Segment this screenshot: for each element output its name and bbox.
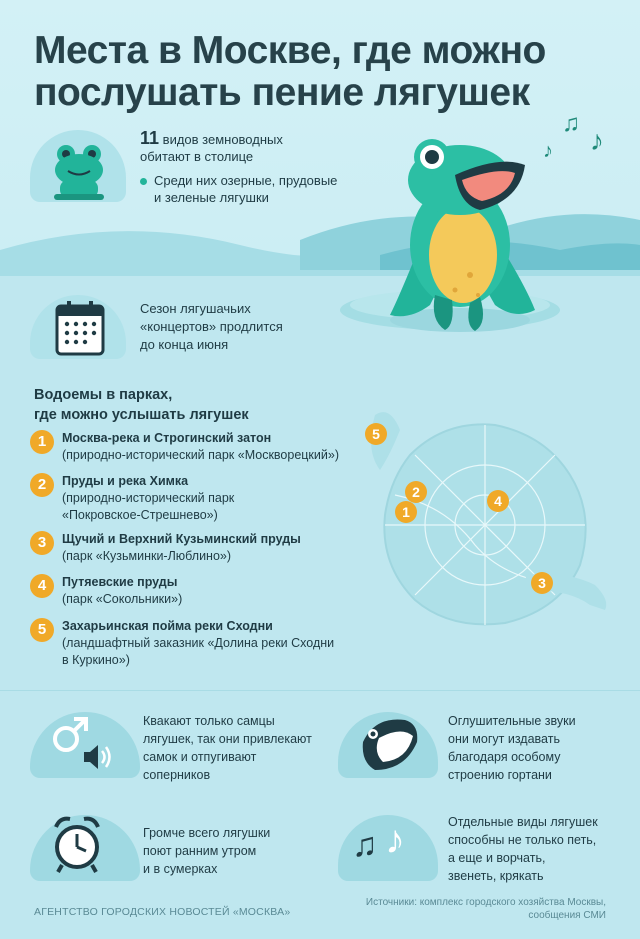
agency-credit: АГЕНТСТВО ГОРОДСКИХ НОВОСТЕЙ «МОСКВА»	[34, 906, 291, 918]
park-number: 4	[30, 574, 54, 598]
park-name: Пруды и река Химка	[62, 474, 189, 488]
species-count: 11	[140, 128, 160, 148]
park-desc: (парк «Кузьминки-Люблино»)	[62, 549, 232, 563]
park-name: Путяевские пруды	[62, 575, 178, 589]
species-bullet-line-2: и зеленые лягушки	[154, 190, 269, 205]
park-desc: «Покровское-Стрешнево»)	[62, 508, 218, 522]
park-number: 5	[30, 618, 54, 642]
title-line-1: Места в Москве, где можно	[34, 29, 546, 72]
map-marker-5: 5	[365, 423, 387, 445]
fact-time	[143, 824, 333, 878]
park-number: 2	[30, 473, 54, 497]
music-notes-icon: ♫	[352, 826, 378, 864]
fact-time-line-1: Громче всего лягушки	[143, 826, 271, 840]
park-name: Москва-река и Строгинский затон	[62, 431, 272, 445]
bullet-dot-icon	[140, 178, 147, 185]
sources-credit	[366, 896, 606, 922]
fact-loud-line-1: Оглушительные звуки	[448, 714, 576, 728]
map-marker-3: 3	[531, 572, 553, 594]
fact-loud-line-3: благодаря особому	[448, 750, 561, 764]
calendar-icon	[55, 300, 105, 356]
music-note-icon: ♪	[543, 140, 553, 162]
park-desc: в Куркино»)	[62, 653, 130, 667]
title-line-2: послушать пение лягушек	[34, 71, 530, 114]
park-item-5	[30, 618, 360, 669]
fact-species-line-4: звенеть, крякать	[448, 869, 544, 883]
map-marker-1: 1	[395, 501, 417, 523]
speaker-icon	[82, 742, 114, 772]
parks-heading-line-2: где можно услышать лягушек	[34, 407, 249, 423]
season-line-1: Сезон лягушачьих	[140, 301, 251, 316]
park-desc: (природно-исторический парк	[62, 491, 235, 505]
fact-species-line-3: а еще и ворчать,	[448, 851, 546, 865]
park-name: Захарьинская пойма реки Сходни	[62, 619, 273, 633]
season-text	[140, 300, 330, 354]
park-item-3	[30, 531, 360, 565]
singing-frog-illustration	[360, 125, 560, 345]
fact-males-line-2: лягушек, так они привлекают	[143, 732, 312, 746]
fact-males	[143, 712, 333, 784]
park-desc: (природно-исторический парк «Москворецкий»)	[62, 448, 339, 462]
season-line-2: «концертов» продлится	[140, 319, 283, 334]
parks-heading	[34, 385, 249, 425]
sources-line-1: Источники: комплекс городского хозяйства Москвы,	[365, 897, 606, 908]
frog-mouth-icon	[355, 712, 425, 776]
fact-males-line-3: самок и отпугивают	[143, 750, 257, 764]
music-note-icon: ♪	[385, 818, 405, 862]
fact-loud	[448, 712, 628, 784]
page-title	[34, 30, 594, 114]
fact-males-line-4: соперников	[143, 768, 211, 782]
species-text-2: обитают в столице	[140, 149, 254, 164]
park-item-1	[30, 430, 360, 464]
music-note-icon: ♪	[590, 125, 604, 156]
species-bullet-line-1: Среди них озерные, прудовые	[154, 173, 338, 188]
music-note-icon: ♫	[562, 110, 580, 137]
fact-loud-line-2: они могут издавать	[448, 732, 560, 746]
fact-species-line-1: Отдельные виды лягушек	[448, 815, 598, 829]
sources-line-2: сообщения СМИ	[528, 910, 606, 921]
species-text-1: видов земноводных	[162, 132, 283, 147]
park-number: 3	[30, 531, 54, 555]
park-number: 1	[30, 430, 54, 454]
season-line-3: до конца июня	[140, 337, 229, 352]
alarm-clock-icon	[52, 815, 102, 875]
fact-males-line-1: Квакают только самцы	[143, 714, 275, 728]
fact-loud-line-4: строению гортани	[448, 768, 552, 782]
map-marker-4: 4	[487, 490, 509, 512]
park-item-2	[30, 473, 360, 524]
fact-species-line-2: способны не только петь,	[448, 833, 597, 847]
park-desc: (парк «Сокольники»)	[62, 592, 183, 606]
moscow-map	[355, 395, 620, 645]
park-item-4	[30, 574, 360, 608]
park-desc: (ландшафтный заказник «Долина реки Сходни	[62, 636, 335, 650]
species-stat	[140, 130, 380, 206]
park-name: Щучий и Верхний Кузьминский пруды	[62, 532, 301, 546]
fact-species	[448, 813, 628, 885]
parks-heading-line-1: Водоемы в парках,	[34, 387, 173, 403]
fact-time-line-2: поют ранним утром	[143, 844, 257, 858]
small-frog-icon	[48, 140, 110, 202]
map-marker-2: 2	[405, 481, 427, 503]
fact-time-line-3: и в сумерках	[143, 862, 218, 876]
